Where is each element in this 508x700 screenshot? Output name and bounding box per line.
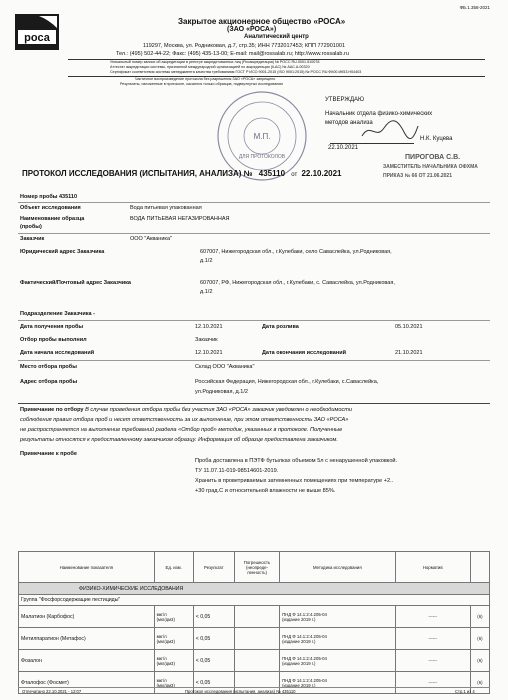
org-contacts: Тел.: (495) 502-44-22; Факс: (495) 435-13-00; E-mail: mail@rossalab.ru; http://www.rossalab.ru — [116, 51, 349, 57]
division-label: Подразделение Заказчика - — [20, 311, 95, 317]
rosa-logo — [15, 14, 59, 50]
bottled-value: 05.10.2021 — [395, 324, 423, 330]
section-row — [19, 583, 490, 595]
sample-name-value: ВОДА ПИТЬЕВАЯ НЕГАЗИРОВАННАЯ — [130, 216, 230, 222]
table-row: Фталофос (Фосмет) мкг/л (мкг/дм3) < 0,05 ПНД Ф 14.1:2:4.205-04 (издание 2019 г.) ------ (6) — [19, 672, 490, 694]
legal-address-label: Юридический адрес Заказчика — [20, 249, 105, 255]
accreditation-line: Аттестат аккредитации системы, признанной международной организацией по аккредитации (ILAC) № ААС.А.00320 — [110, 65, 310, 69]
org-division: Аналитический центр — [244, 34, 309, 40]
bottled-label: Дата розлива — [262, 324, 299, 330]
sample-note: ТУ 11.07.11-019-98514601-2019. — [195, 468, 279, 474]
signature-line — [330, 143, 414, 144]
received-label: Дата получения пробы — [20, 324, 84, 330]
protocol-title: ПРОТОКОЛ ИССЛЕДОВАНИЯ (ИСПЫТАНИЯ, АНАЛИЗА) № 435110 от 22.10.2021 — [22, 169, 342, 178]
page-number: Стр.1 из 4 — [455, 689, 475, 694]
end-value: 21.10.2021 — [395, 350, 423, 356]
org-address: 119297, Москва, ул. Родниковая, д.7, стр.35; ИНН 7732017453; КПП 772901001 — [143, 43, 346, 49]
place-address-label: Адрес отбора пробы — [20, 379, 78, 385]
object-label: Объект исследования — [20, 205, 81, 211]
printed-date: Отпечатано 22.10.2021 - 12:07 — [22, 689, 82, 694]
object-value: Вода питьевая упакованная — [130, 205, 202, 211]
divider — [68, 76, 485, 77]
sampler-value: Заказчик — [195, 337, 218, 343]
place-value: Склад ООО "Акваника" — [195, 364, 255, 370]
org-name: Закрытое акционерное общество «РОСА» — [178, 17, 346, 26]
approval-position: методов анализа — [325, 120, 373, 126]
legal-address-value: 607007, Нижегородская обл., г.Кулебаки, село Саваслейка, ул.Родниковая, — [200, 249, 392, 255]
approval-date: 22.10.2021 — [328, 145, 359, 151]
end-label: Дата окончания исследований — [262, 350, 346, 356]
stamp-position: ЗАМЕСТИТЕЛЬ НАЧАЛЬНИКА ОФХМА — [383, 164, 478, 170]
form-number: ФБ.1.358-2021 — [459, 5, 490, 10]
sample-name-label: (пробы) — [20, 224, 42, 230]
col-header: Результат — [193, 552, 234, 583]
results-note: Результаты, изложенные в протоколе, касаются только образцов, подвергнутых исследованию — [120, 82, 284, 86]
sample-note: Хранить в проветриваемых затемненных помещениях при температуре +2.. — [195, 478, 394, 484]
accreditation-line: Сертификат соответствия системы менеджмента качества требованиям ГОСТ Р ИСО 9001-2015 (ISO 9001:2015) № РОСС RU.ФК00.ИК53.Н04403 — [110, 70, 362, 74]
customer-value: ООО "Акваника" — [130, 236, 172, 242]
sample-note: +30 град.С и относительной влажности не выше 85%. — [195, 488, 336, 494]
org-short: (ЗАО «РОСА») — [227, 26, 277, 33]
place-address-value: ул.Родниковая, д.1/2 — [195, 389, 248, 395]
actual-address-label: Фактический/Почтовый адрес Заказчика — [20, 280, 131, 286]
col-header: Норматив — [395, 552, 470, 583]
table-row: Метилпаратион (Метафос) мкг/л (мкг/дм3) < 0,05 ПНД Ф 14.1:2:4.205-04 (издание 2019 г.) ------ (6) — [19, 628, 490, 650]
protocol-number: 435110 — [258, 169, 286, 178]
group-row — [19, 595, 490, 606]
legal-address-value: д.1/2 — [200, 258, 213, 264]
received-value: 12.10.2021 — [195, 324, 223, 330]
sampling-note: не распространяется на выполнение требований раздела «Отбор проб» методик, указанных в протоколе. Полученные — [20, 427, 343, 433]
col-header: Погрешность (неопреде-ленность) — [234, 552, 279, 583]
table-row: Малатион (Карбофос) мкг/л (мкг/дм3) < 0,05 ПНД Ф 14.1:2:4.205-04 (издание 2019 г.) ------ (6) — [19, 606, 490, 628]
accreditation-line: Уникальный номер записи об аккредитации в реестре аккредитованных лиц (Росаккредитация) № РОСС RU.0001.510078 — [110, 60, 320, 64]
table-header-row — [19, 552, 490, 583]
actual-address-value: д.1/2 — [200, 289, 213, 295]
group-title: Группа "Фосфорсодержащие пестициды" — [19, 595, 490, 606]
reproduction-note: Частичное воспроизведение протокола без разрешения ЗАО «РОСА» запрещено — [135, 77, 276, 81]
sampling-note: соблюдения правил отбора проб и несет ответственность за их выполнение, при этом ответственность ЗАО «РОСА» — [20, 417, 349, 423]
protocol-date: 22.10.2021 — [301, 169, 342, 178]
col-header: Методика исследования — [280, 552, 395, 583]
stamp-order: ПРИКАЗ № 66 ОТ 21.06.2021 — [383, 173, 452, 179]
sample-note: Проба доставлена в ПЭТФ бутылках объемом 5л с ненарушенной упаковкой. — [195, 458, 398, 464]
approval-heading: УТВЕРЖДАЮ — [325, 97, 365, 103]
footer-divider — [18, 687, 490, 688]
actual-address-value: 607007, РФ, Нижегородская обл., г.Кулебаки, с. Саваслейка, ул.Родниковая, — [200, 280, 395, 286]
place-label: Место отбора пробы — [20, 364, 77, 370]
place-address-value: Российская Федерация, Нижегородская обл., г.Кулебаки, с.Саваслейка, — [195, 379, 379, 385]
section-title: ФИЗИКО-ХИМИЧЕСКИЕ ИССЛЕДОВАНИЯ — [19, 583, 490, 595]
stamp-name: ПИРОГОВА С.В. — [405, 154, 461, 161]
sample-name-label: Наименование образца — [20, 216, 85, 222]
col-header: Наименование показателя — [19, 552, 155, 583]
col-header: Ед. изм. — [154, 552, 193, 583]
sampling-note: результаты относятся к предоставленному заказчиком образцу. Информация об образце предоставлена заказчиком. — [20, 437, 338, 443]
approval-signer: Н.К. Куцева — [420, 136, 453, 142]
customer-label: Заказчик — [20, 236, 45, 242]
start-label: Дата начала исследований — [20, 350, 95, 356]
sample-number: Номер пробы 435110 — [20, 194, 78, 200]
logo-text: роса — [24, 32, 50, 44]
seal-center: М.П. — [253, 132, 271, 141]
start-value: 12.10.2021 — [195, 350, 223, 356]
signature — [360, 118, 420, 142]
col-header — [470, 552, 489, 583]
results-table — [18, 551, 490, 694]
seal-text: ДЛЯ ПРОТОКОЛОВ — [238, 154, 286, 160]
sampling-note: Примечание по отбору В случае проведения отбора пробы без участия ЗАО «РОСА» заказчик уведомлен о необходимости — [20, 407, 353, 413]
approval-position: Начальник отдела физико-химических — [325, 111, 433, 117]
footer-protocol: Протокол исследования (испытания, анализа) № 435110 — [185, 689, 296, 694]
sample-note-label: Примечание к пробе — [20, 451, 77, 457]
sampler-label: Отбор пробы выполнил — [20, 337, 87, 343]
table-row: Фозалон мкг/л (мкг/дм3) < 0,05 ПНД Ф 14.1:2:4.205-04 (издание 2019 г.) ------ (6) — [19, 650, 490, 672]
